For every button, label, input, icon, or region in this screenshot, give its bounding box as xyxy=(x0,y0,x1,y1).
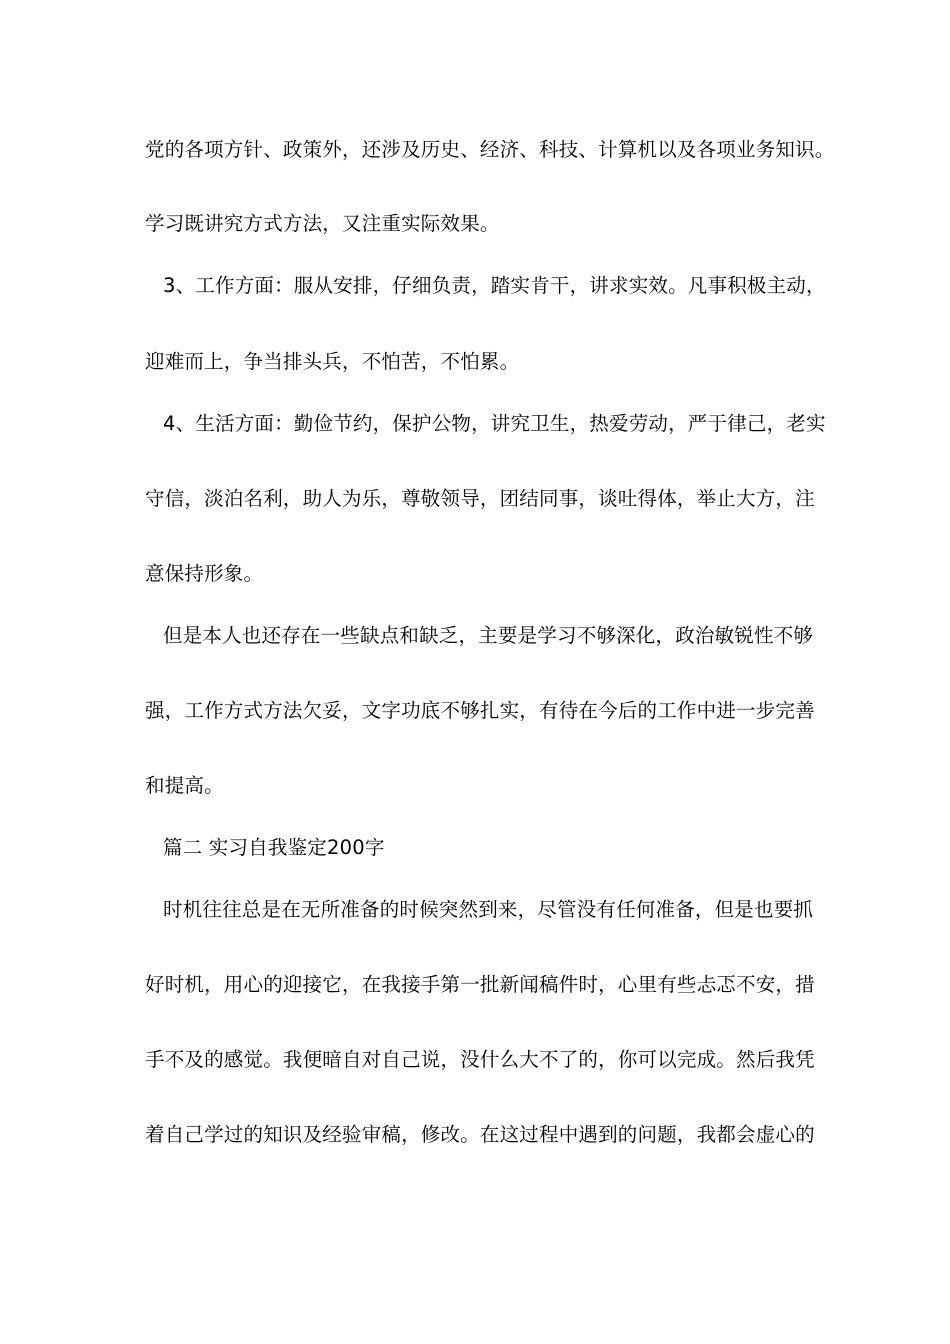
paragraph-line: 强，工作方式方法欠妥，文字功底不够扎实，有待在今后的工作中进一步完善 xyxy=(145,699,815,722)
paragraph-line: 和提高。 xyxy=(145,774,224,797)
paragraph-line: 学习既讲究方式方法，又注重实际效果。 xyxy=(145,212,500,235)
list-item-life: 4、生活方面：勤俭节约，保护公物，讲究卫生，热爱劳动，严于律己，老实 xyxy=(163,412,826,435)
section-heading: 篇二 实习自我鉴定200字 xyxy=(163,836,385,859)
paragraph-line: 意保持形象。 xyxy=(145,562,264,585)
list-item-work: 3、工作方面：服从安排，仔细负责，踏实肯干，讲求实效。凡事积极主动， xyxy=(163,274,826,297)
paragraph-line: 迎难而上，争当排头兵，不怕苦，不怕累。 xyxy=(145,350,520,373)
paragraph-line: 守信，淡泊名利，助人为乐，尊敬领导，团结同事，谈吐得体，举止大方，注 xyxy=(145,487,815,510)
paragraph-line: 时机往往总是在无所准备的时候突然到来，尽管没有任何准备，但是也要抓 xyxy=(163,898,814,921)
paragraph-line: 但是本人也还存在一些缺点和缺乏，主要是学习不够深化，政治敏锐性不够 xyxy=(163,624,814,647)
paragraph-line: 党的各项方针、政策外，还涉及历史、经济、科技、计算机以及各项业务知识。 xyxy=(145,138,835,161)
paragraph-line: 好时机，用心的迎接它，在我接手第一批新闻稿件时，心里有些忐忑不安，措 xyxy=(145,973,815,996)
paragraph-line: 手不及的感觉。我便暗自对自己说，没什么大不了的，你可以完成。然后我凭 xyxy=(145,1048,815,1071)
paragraph-line: 着自己学过的知识及经验审稿，修改。在这过程中遇到的问题，我都会虚心的 xyxy=(145,1123,815,1146)
